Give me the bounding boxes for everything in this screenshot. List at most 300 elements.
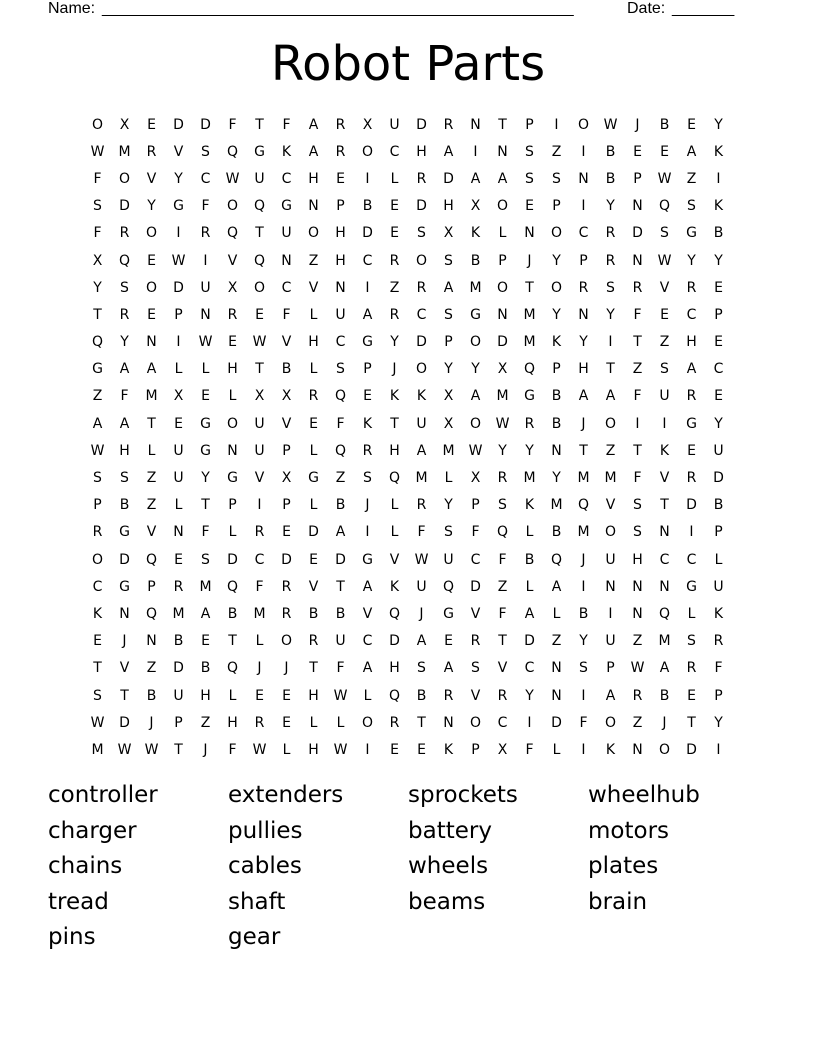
word-list-item: tread: [48, 888, 109, 915]
grid-letter: M: [523, 334, 536, 351]
grid-letter: S: [93, 687, 102, 704]
grid-row: [84, 600, 732, 627]
grid-letter: D: [119, 198, 130, 215]
grid-letter: Y: [525, 687, 534, 704]
grid-letter: D: [497, 334, 508, 351]
grid-letter: Z: [632, 361, 643, 378]
grid-letter: K: [659, 442, 670, 459]
grid-letter: L: [552, 605, 561, 622]
grid-letter: K: [281, 143, 292, 160]
grid-letter: W: [333, 687, 348, 704]
grid-letter: N: [632, 741, 643, 758]
grid-letter: J: [635, 116, 640, 133]
grid-letter: Q: [496, 524, 509, 541]
grid-letter: I: [608, 334, 613, 351]
grid-letter: A: [362, 660, 373, 677]
grid-letter: H: [227, 361, 238, 378]
grid-letter: C: [686, 551, 697, 568]
grid-letter: L: [552, 741, 561, 758]
grid-letter: A: [443, 660, 454, 677]
grid-letter: Y: [579, 334, 588, 351]
page-title: Robot Parts: [270, 36, 546, 92]
grid-letter: H: [389, 442, 400, 459]
grid-letter: A: [686, 361, 697, 378]
grid-letter: D: [281, 551, 292, 568]
grid-letter: H: [335, 225, 346, 242]
grid-row: [84, 682, 732, 709]
grid-letter: B: [470, 252, 481, 269]
grid-letter: A: [308, 116, 319, 133]
grid-letter: G: [524, 388, 535, 405]
grid-letter: H: [578, 361, 589, 378]
grid-letter: Q: [145, 605, 158, 622]
grid-letter: P: [606, 660, 615, 677]
grid-row: [84, 546, 732, 573]
grid-letter: O: [577, 116, 590, 133]
grid-letter: U: [713, 442, 724, 459]
grid-letter: R: [389, 714, 400, 731]
grid-letter: G: [119, 524, 130, 541]
grid-letter: W: [630, 660, 645, 677]
grid-letter: V: [281, 334, 292, 351]
grid-letter: B: [281, 361, 292, 378]
grid-letter: F: [498, 605, 507, 622]
grid-letter: L: [525, 524, 534, 541]
grid-letter: A: [659, 660, 670, 677]
grid-letter: A: [551, 578, 562, 595]
grid-letter: R: [443, 116, 454, 133]
grid-letter: W: [333, 741, 348, 758]
grid-letter: N: [605, 578, 616, 595]
grid-letter: Z: [92, 388, 103, 405]
grid-letter: Z: [497, 578, 508, 595]
grid-letter: S: [660, 361, 669, 378]
grid-letter: O: [604, 415, 617, 432]
grid-letter: D: [524, 633, 535, 650]
grid-letter: F: [714, 660, 723, 677]
grid-letter: I: [689, 524, 694, 541]
grid-letter: I: [608, 605, 613, 622]
grid-letter: A: [119, 361, 130, 378]
word-list-item: gear: [228, 924, 281, 951]
grid-letter: H: [308, 170, 319, 187]
grid-letter: B: [146, 687, 157, 704]
grid-letter: E: [174, 551, 183, 568]
grid-letter: L: [228, 687, 237, 704]
grid-letter: B: [308, 605, 319, 622]
grid-letter: I: [716, 170, 721, 187]
grid-letter: H: [200, 687, 211, 704]
grid-letter: Y: [444, 497, 453, 514]
grid-letter: Q: [334, 442, 347, 459]
word-list-item: battery: [408, 817, 492, 844]
grid-letter: U: [335, 306, 346, 323]
grid-letter: L: [363, 687, 372, 704]
grid-letter: V: [659, 470, 670, 487]
date-label: Date:: [627, 0, 666, 17]
grid-letter: C: [335, 334, 346, 351]
grid-letter: R: [389, 306, 400, 323]
grid-letter: O: [307, 225, 320, 242]
grid-letter: X: [119, 116, 130, 133]
grid-letter: E: [714, 279, 723, 296]
grid-letter: R: [416, 497, 427, 514]
grid-letter: C: [470, 551, 481, 568]
name-field[interactable]: _____________________________________________________: [102, 0, 574, 17]
grid-letter: A: [119, 415, 130, 432]
grid-letter: V: [470, 687, 481, 704]
word-list-item: cables: [228, 853, 302, 880]
grid-letter: J: [581, 415, 586, 432]
grid-letter: A: [416, 633, 427, 650]
grid-letter: Q: [253, 198, 266, 215]
grid-letter: C: [686, 306, 697, 323]
grid-letter: R: [281, 605, 292, 622]
grid-letter: S: [120, 470, 129, 487]
grid-letter: J: [419, 605, 424, 622]
grid-letter: R: [686, 388, 697, 405]
grid-letter: N: [146, 334, 157, 351]
grid-letter: O: [145, 279, 158, 296]
grid-letter: K: [443, 741, 454, 758]
grid-letter: W: [603, 116, 618, 133]
grid-letter: U: [254, 442, 265, 459]
grid-letter: G: [470, 306, 481, 323]
grid-letter: M: [415, 470, 428, 487]
grid-letter: T: [255, 361, 264, 378]
grid-letter: E: [282, 687, 291, 704]
grid-letter: B: [362, 198, 373, 215]
grid-letter: G: [686, 578, 697, 595]
grid-letter: Y: [147, 198, 156, 215]
grid-letter: O: [280, 633, 293, 650]
grid-letter: U: [281, 225, 292, 242]
grid-letter: H: [686, 334, 697, 351]
grid-letter: B: [551, 415, 562, 432]
grid-letter: E: [660, 143, 669, 160]
grid-letter: O: [361, 143, 374, 160]
grid-letter: E: [309, 415, 318, 432]
grid-letter: F: [282, 116, 291, 133]
grid-letter: K: [470, 225, 481, 242]
grid-letter: P: [363, 361, 372, 378]
word-list-item: sprockets: [408, 782, 518, 808]
grid-letter: P: [282, 497, 291, 514]
grid-letter: W: [252, 334, 267, 351]
grid-letter: T: [498, 116, 507, 133]
grid-letter: A: [362, 306, 373, 323]
grid-letter: N: [632, 578, 643, 595]
grid-letter: E: [147, 116, 156, 133]
grid-letter: E: [255, 306, 264, 323]
grid-letter: Z: [686, 170, 697, 187]
grid-letter: Y: [552, 306, 561, 323]
grid-letter: O: [496, 198, 509, 215]
grid-letter: Q: [91, 334, 104, 351]
grid-letter: F: [336, 415, 345, 432]
grid-letter: S: [444, 252, 453, 269]
grid-letter: Y: [714, 116, 723, 133]
grid-letter: U: [173, 442, 184, 459]
letter-grid: [84, 111, 732, 764]
grid-letter: S: [471, 660, 480, 677]
grid-row: [84, 736, 732, 763]
grid-letter: K: [92, 605, 103, 622]
grid-row: [84, 220, 732, 247]
grid-letter: O: [469, 714, 482, 731]
grid-letter: Y: [552, 252, 561, 269]
grid-letter: I: [662, 415, 667, 432]
header-line: [48, 0, 748, 20]
grid-letter: D: [362, 225, 373, 242]
grid-letter: K: [362, 415, 373, 432]
grid-letter: E: [147, 252, 156, 269]
grid-letter: L: [228, 524, 237, 541]
grid-letter: T: [606, 361, 615, 378]
word-list-item: extenders: [228, 782, 344, 808]
grid-letter: J: [527, 252, 532, 269]
grid-letter: U: [443, 551, 454, 568]
grid-letter: S: [687, 633, 696, 650]
grid-letter: Y: [606, 198, 615, 215]
grid-letter: I: [473, 143, 478, 160]
grid-letter: N: [551, 687, 562, 704]
grid-letter: D: [173, 116, 184, 133]
grid-letter: L: [390, 497, 399, 514]
grid-letter: I: [365, 741, 370, 758]
grid-letter: D: [200, 116, 211, 133]
grid-row: [84, 111, 732, 138]
grid-letter: A: [443, 279, 454, 296]
grid-letter: W: [657, 170, 672, 187]
grid-letter: O: [604, 524, 617, 541]
grid-letter: Q: [118, 252, 131, 269]
grid-letter: Z: [146, 470, 157, 487]
grid-letter: I: [176, 225, 181, 242]
grid-letter: P: [714, 524, 723, 541]
grid-row: [84, 410, 732, 437]
name-label: Name:: [48, 0, 96, 17]
grid-letter: L: [201, 361, 210, 378]
grid-letter: M: [577, 470, 590, 487]
grid-letter: B: [605, 143, 616, 160]
grid-letter: K: [524, 497, 535, 514]
grid-letter: T: [201, 497, 210, 514]
grid-letter: R: [686, 279, 697, 296]
word-list-item: beams: [408, 888, 486, 915]
grid-letter: X: [92, 252, 103, 269]
grid-letter: A: [470, 170, 481, 187]
grid-letter: C: [281, 170, 292, 187]
grid-letter: G: [200, 415, 211, 432]
grid-letter: M: [523, 306, 536, 323]
grid-letter: I: [365, 524, 370, 541]
grid-letter: E: [147, 306, 156, 323]
grid-letter: T: [390, 415, 399, 432]
grid-letter: U: [389, 116, 400, 133]
grid-letter: H: [416, 143, 427, 160]
grid-letter: J: [392, 361, 397, 378]
grid-letter: S: [633, 524, 642, 541]
grid-letter: T: [579, 442, 588, 459]
grid-letter: M: [658, 633, 671, 650]
grid-letter: P: [147, 578, 156, 595]
grid-letter: O: [91, 551, 104, 568]
date-field[interactable]: _______: [672, 0, 735, 17]
grid-letter: O: [226, 415, 239, 432]
grid-letter: I: [635, 415, 640, 432]
grid-letter: L: [309, 306, 318, 323]
grid-letter: B: [713, 225, 724, 242]
grid-letter: E: [390, 198, 399, 215]
grid-letter: I: [176, 334, 181, 351]
grid-letter: J: [365, 497, 370, 514]
grid-letter: R: [416, 279, 427, 296]
word-list-item: chains: [48, 853, 123, 880]
grid-letter: N: [551, 442, 562, 459]
grid-letter: L: [525, 578, 534, 595]
grid-letter: O: [469, 334, 482, 351]
grid-letter: P: [444, 334, 453, 351]
grid-letter: N: [200, 306, 211, 323]
grid-letter: S: [417, 225, 426, 242]
grid-letter: O: [658, 741, 671, 758]
grid-letter: X: [443, 388, 454, 405]
grid-letter: O: [118, 170, 131, 187]
grid-letter: F: [525, 741, 534, 758]
grid-letter: O: [253, 279, 266, 296]
grid-letter: L: [390, 524, 399, 541]
grid-letter: S: [687, 198, 696, 215]
grid-letter: R: [497, 687, 508, 704]
grid-row: [84, 301, 732, 328]
grid-row: [84, 193, 732, 220]
grid-letter: P: [471, 741, 480, 758]
grid-letter: S: [633, 497, 642, 514]
grid-letter: L: [228, 388, 237, 405]
grid-letter: D: [713, 470, 724, 487]
grid-letter: M: [442, 442, 455, 459]
grid-letter: T: [228, 633, 237, 650]
grid-letter: M: [253, 605, 266, 622]
grid-letter: V: [146, 170, 157, 187]
grid-letter: O: [361, 714, 374, 731]
grid-letter: X: [281, 388, 292, 405]
grid-letter: R: [605, 252, 616, 269]
grid-letter: J: [257, 660, 262, 677]
grid-letter: N: [308, 198, 319, 215]
grid-letter: M: [469, 279, 482, 296]
grid-letter: E: [714, 388, 723, 405]
grid-letter: Q: [658, 605, 671, 622]
grid-letter: S: [93, 470, 102, 487]
grid-letter: Z: [605, 442, 616, 459]
grid-letter: F: [336, 660, 345, 677]
grid-row: [84, 464, 732, 491]
grid-letter: D: [389, 633, 400, 650]
grid-letter: M: [91, 741, 104, 758]
grid-letter: B: [605, 170, 616, 187]
grid-letter: J: [662, 714, 667, 731]
grid-letter: L: [309, 442, 318, 459]
grid-letter: R: [416, 170, 427, 187]
grid-letter: C: [389, 143, 400, 160]
grid-letter: M: [496, 388, 509, 405]
grid-letter: X: [470, 470, 481, 487]
grid-letter: S: [525, 170, 534, 187]
grid-letter: L: [309, 497, 318, 514]
grid-letter: P: [174, 714, 183, 731]
grid-letter: Y: [714, 714, 723, 731]
grid-letter: M: [199, 578, 212, 595]
grid-letter: K: [389, 578, 400, 595]
grid-letter: U: [335, 633, 346, 650]
grid-letter: Y: [174, 170, 183, 187]
grid-letter: K: [713, 605, 724, 622]
grid-letter: X: [254, 388, 265, 405]
grid-letter: N: [578, 170, 589, 187]
word-list-item: brain: [588, 888, 648, 915]
grid-letter: C: [362, 633, 373, 650]
grid-letter: F: [228, 741, 237, 758]
grid-letter: J: [581, 551, 586, 568]
grid-letter: W: [468, 442, 483, 459]
grid-letter: Q: [577, 497, 590, 514]
grid-letter: P: [633, 170, 642, 187]
grid-letter: P: [93, 497, 102, 514]
grid-letter: A: [362, 578, 373, 595]
grid-letter: I: [581, 578, 586, 595]
grid-letter: S: [606, 279, 615, 296]
grid-letter: A: [578, 388, 589, 405]
word-list-item: pullies: [228, 817, 303, 844]
grid-letter: O: [604, 714, 617, 731]
grid-letter: D: [119, 714, 130, 731]
grid-letter: L: [714, 551, 723, 568]
grid-letter: Y: [390, 334, 399, 351]
grid-letter: I: [365, 279, 370, 296]
word-list-item: motors: [588, 817, 670, 844]
grid-letter: R: [335, 143, 346, 160]
grid-letter: B: [659, 687, 670, 704]
grid-letter: B: [659, 116, 670, 133]
grid-letter: D: [632, 225, 643, 242]
grid-letter: S: [579, 660, 588, 677]
grid-letter: B: [335, 605, 346, 622]
grid-letter: V: [254, 470, 265, 487]
grid-letter: G: [173, 198, 184, 215]
grid-letter: I: [581, 198, 586, 215]
grid-letter: I: [527, 714, 532, 731]
grid-letter: B: [551, 388, 562, 405]
grid-letter: S: [120, 279, 129, 296]
grid-letter: N: [632, 198, 643, 215]
grid-letter: E: [309, 551, 318, 568]
grid-letter: F: [498, 551, 507, 568]
grid-letter: B: [578, 605, 589, 622]
grid-letter: H: [443, 198, 454, 215]
grid-letter: A: [200, 605, 211, 622]
grid-letter: L: [174, 361, 183, 378]
grid-letter: F: [633, 306, 642, 323]
grid-letter: O: [226, 198, 239, 215]
grid-letter: B: [227, 605, 238, 622]
grid-letter: Q: [334, 388, 347, 405]
grid-letter: P: [471, 497, 480, 514]
grid-letter: I: [581, 143, 586, 160]
word-list: [48, 778, 768, 956]
grid-letter: N: [335, 279, 346, 296]
